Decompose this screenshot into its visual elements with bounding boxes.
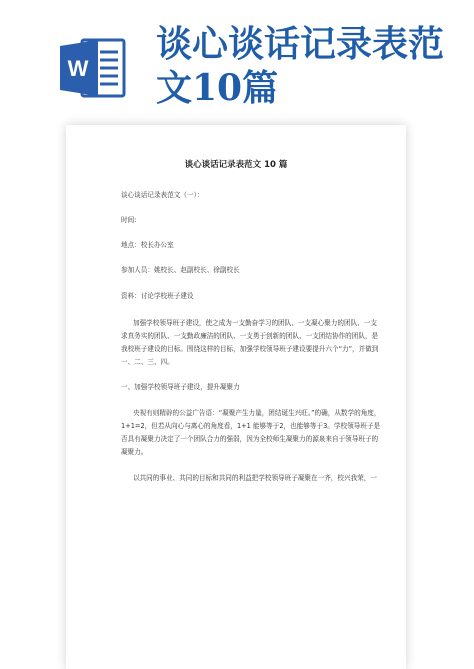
paragraph: 谈心谈话记录表范文（一）：	[121, 191, 204, 199]
paragraph: 资料：讨论学校班子建设	[121, 292, 194, 300]
paragraph: 时间:	[121, 216, 137, 224]
header	[0, 0, 474, 120]
page-title	[156, 22, 456, 110]
paragraph: 参加人员：姚校长、赵副校长、徐副校长	[121, 266, 240, 274]
title-line-2: 文10篇	[156, 67, 279, 109]
paragraph: 地点：校长办公室	[121, 241, 174, 249]
paragraph: 央视有则精辟的公益广告语：“凝聚产生力量，团结诞生兴旺。”的确，从数学的角度，1+1=2，但若从向心与离心的角度看，1+1 能够等于2，也能够等于3。学校领导班子是否具有凝聚力决定了一个团队合力的强弱，因为全校师生凝聚力的源泉来自于领导班子的凝聚力。	[121, 409, 381, 456]
document-page	[66, 125, 406, 669]
document-title: 谈心谈话记录表范文 10 篇	[184, 160, 288, 170]
paragraph: 以共同的事业、共同的目标和共同的利益把学校领导班子凝聚在一齐，校兴我荣，一	[133, 474, 377, 482]
paragraph: 加强学校领导班子建设，使之成为一支勤奋学习的团队、一支凝心聚力的团队、一支求真务实的团队、一支勤政廉洁的团队、一支勇于创新的团队、一支团结协作的团队，是我校班子建设的目标。围绕这样的目标，加强学校领导班子建设要提升六个“力”，并做到一、二、三、四。	[121, 319, 379, 366]
title-line-1: 谈心谈话记录表范	[156, 23, 445, 65]
section-heading: 一、加强学校领导班子建设，提升凝聚力	[121, 383, 240, 391]
svg-text:W: W	[67, 56, 89, 81]
word-icon	[60, 38, 126, 98]
